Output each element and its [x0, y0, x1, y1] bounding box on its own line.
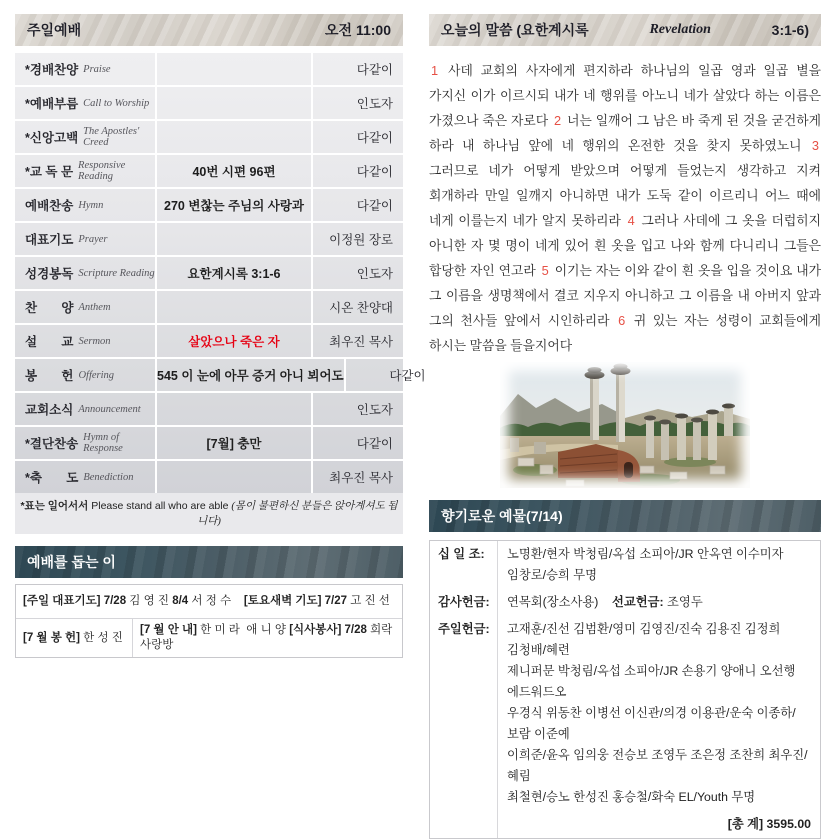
- left-column: [15, 14, 403, 631]
- worship-row: [15, 325, 403, 359]
- ruins-photo-illustration: [500, 362, 750, 488]
- worship-row: [15, 291, 403, 325]
- service-item-english: Anthem: [78, 302, 110, 313]
- helpers-text: 김 영 진: [126, 595, 172, 607]
- service-item-english: Hymn of Response: [83, 432, 155, 454]
- service-item-detail: 270 변찮는 주님의 사랑과: [155, 189, 311, 221]
- offering-category-label: 주일헌금:: [430, 616, 498, 811]
- service-item-leader: 다같이: [311, 155, 403, 187]
- worship-row: [15, 257, 403, 291]
- helpers-text: 서 정 수: [188, 595, 244, 607]
- footnote-english: Please stand all who are able: [88, 500, 231, 512]
- offering-names-line: [507, 619, 811, 661]
- helpers-bold: [식사봉사] 7/28: [289, 624, 367, 636]
- offering-header-bar: [429, 500, 821, 532]
- service-item-english: Prayer: [78, 234, 107, 245]
- offering-names-line: [507, 745, 811, 787]
- helpers-text: 한 미 라 애 니 양: [197, 624, 289, 636]
- worship-row: [15, 121, 403, 155]
- service-item-english: Benediction: [83, 472, 133, 483]
- worship-row: [15, 223, 403, 257]
- service-item-label: [15, 189, 155, 221]
- service-item-leader: 다같이: [311, 189, 403, 221]
- offering-category-label: 감사헌금:: [430, 589, 498, 616]
- offering-text: 노명환/현자 박청림/옥섭 소피아/JR 안옥연 이수미자 임창로/승희 무명: [507, 547, 787, 582]
- service-item-english: The Apostles' Creed: [83, 126, 155, 148]
- service-item-leader: 최우진 목사: [311, 325, 403, 357]
- verse-text: 너는 일깨어 그 남은 바 죽게 된 것을 굳건하게 하라 내 하나님 앞에 네 행위의 온전한 것을 찾지 못하였노니: [429, 113, 821, 153]
- verse-number: 5: [540, 263, 555, 278]
- footnote-paren: (몸이 불편하신 분들은 앉아계셔도 됩니다): [197, 501, 397, 527]
- worship-row: [15, 155, 403, 189]
- service-item-english: Announcement: [78, 404, 140, 415]
- offering-names: [498, 589, 820, 616]
- service-item-leader: 이정원 장로: [311, 223, 403, 255]
- service-item-korean: 예배찬송: [25, 196, 73, 214]
- service-item-korean: 찬 양: [25, 298, 73, 316]
- offering-text: 연목회(장소사용): [507, 595, 612, 609]
- message-title-pre: 오늘의 말씀 (요한계시록: [441, 20, 593, 40]
- worship-row: [15, 189, 403, 223]
- service-item-label: [15, 461, 155, 493]
- service-item-detail: [155, 223, 311, 255]
- service-item-detail: 545 이 눈에 아무 증거 아니 뵈어도: [155, 359, 344, 391]
- service-item-leader: 다같이: [311, 427, 403, 459]
- verse-text: 이기는 자는 이와 같이 흰 옷을 입을 것이요 내가 그 이름을 생명책에서 결코 지우지 아니하고 그 이름을 내 아버지 앞과 그의 천사들 앞에서 시인하리라: [429, 263, 821, 328]
- helpers-bold: 8/4: [172, 595, 188, 607]
- offering-table: [429, 540, 821, 839]
- service-item-leader: 다같이: [311, 121, 403, 153]
- service-item-label: [15, 53, 155, 85]
- offering-text: 이희준/윤옥 임의웅 전승보 조영두 조은정 조찬희 최우진/혜림: [507, 748, 808, 783]
- service-item-label: [15, 223, 155, 255]
- service-item-label: [15, 325, 155, 357]
- service-item-detail: [155, 121, 311, 153]
- service-item-label: [15, 359, 155, 391]
- worship-row: [15, 87, 403, 121]
- service-item-leader: 인도자: [311, 87, 403, 119]
- verse-number: 4: [626, 213, 642, 228]
- verse-text: 사데 교회의 사자에게 편지하라 하나님의 일곱 영과 일곱 별을 가지신 이가 이르시되 내가 네 행위를 아노니 네가 살았다 하는 이름은 가졌으나 죽은 자로다: [429, 63, 821, 128]
- service-item-detail: [155, 53, 311, 85]
- verse-text: 그러므로 네가 어떻게 받았으며 어떻게 들었는지 생각하고 지켜 회개하라 만일 일깨지 아니하면 내가 도둑 같이 이르리니 어느 때에 네게 이를는지 네가 알지 못하리라: [429, 163, 821, 228]
- helpers-text: 희락사랑방: [140, 624, 392, 651]
- helpers-bold: [주일 대표기도] 7/28: [23, 595, 126, 607]
- helpers-title: 예배를 돕는 이: [27, 552, 116, 572]
- service-item-korean: 성경봉독: [25, 264, 73, 282]
- offering-names-line: [507, 787, 811, 808]
- offering-names-line: [507, 592, 811, 613]
- service-item-korean: *교 독 문: [25, 162, 73, 180]
- service-item-label: [15, 291, 155, 323]
- worship-row: [15, 427, 403, 461]
- service-item-english: Praise: [83, 64, 110, 75]
- offering-names: [498, 541, 820, 589]
- service-item-korean: 설 교: [25, 332, 73, 350]
- service-item-detail: [155, 461, 311, 493]
- service-item-leader: 인도자: [311, 393, 403, 425]
- helpers-row: [16, 619, 402, 657]
- offering-bold: 선교헌금:: [612, 595, 664, 609]
- offering-category-label: 십 일 조:: [430, 541, 498, 589]
- offering-text: 고재훈/진선 김범환/영미 김영진/진숙 김용진 김정희 김청배/혜련: [507, 622, 784, 657]
- service-item-english: Call to Worship: [83, 98, 149, 109]
- verse-number: 2: [552, 113, 567, 128]
- helpers-cell: [16, 619, 133, 657]
- service-item-detail: [155, 87, 311, 119]
- service-item-english: Offering: [78, 370, 114, 381]
- offering-total-label-spacer: [430, 811, 498, 838]
- helpers-bold: [7 월 봉 헌]: [23, 632, 80, 644]
- offering-text: 우경식 위동찬 이병선 이신관/의경 이용관/운숙 이종하/보람 이준예: [507, 706, 796, 741]
- worship-row: [15, 393, 403, 427]
- helpers-text: 고 진 선: [347, 595, 390, 607]
- verse-text: 귀 있는 자는 성령이 교회들에게 하시는 말씀을 들을지어다: [429, 313, 821, 353]
- helpers-row: [16, 585, 402, 619]
- helpers-cell: [16, 585, 402, 618]
- service-item-english: Scripture Reading: [78, 268, 154, 279]
- service-item-korean: 봉 헌: [25, 366, 73, 384]
- offering-text: 조영두: [664, 595, 703, 609]
- service-item-detail: [155, 393, 311, 425]
- verse-number: 3: [810, 138, 821, 153]
- service-item-detail: [7월] 충만: [155, 427, 311, 459]
- worship-row: [15, 359, 403, 393]
- worship-time: 오전 11:00: [325, 20, 391, 40]
- verse-number: 6: [616, 313, 634, 328]
- helpers-cell-content: [23, 594, 390, 609]
- service-item-korean: *예배부름: [25, 94, 78, 112]
- service-item-korean: *축 도: [25, 468, 78, 486]
- helpers-cell-content: [23, 631, 123, 646]
- service-item-korean: 대표기도: [25, 230, 73, 248]
- worship-row: [15, 53, 403, 87]
- offering-total: [총 계] 3595.00: [498, 811, 820, 838]
- service-item-detail: [155, 291, 311, 323]
- service-item-english: Responsive Reading: [78, 160, 155, 182]
- service-item-label: [15, 121, 155, 153]
- service-item-english: Sermon: [78, 336, 110, 347]
- worship-header-bar: [15, 14, 403, 46]
- message-title-revelation: Revelation: [649, 22, 710, 38]
- helpers-header-bar: [15, 546, 403, 578]
- service-item-label: [15, 87, 155, 119]
- helpers-cell-content: [140, 623, 395, 653]
- service-item-korean: *신앙고백: [25, 128, 78, 146]
- service-item-korean: *경배찬양: [25, 60, 78, 78]
- verse-text: 그러나 사데에 그 옷을 더럽히지 아니한 자 몇 명이 네게 있어 흰 옷을 입고 나와 함께 다니리니 그들은 합당한 자인 연고라: [429, 213, 821, 278]
- message-header-bar: [429, 14, 821, 46]
- worship-row: [15, 461, 403, 493]
- helpers-table: [15, 584, 403, 658]
- helpers-bold: [7 월 안 내]: [140, 624, 197, 636]
- helpers-text: 한 성 진: [80, 632, 123, 644]
- scripture-text: [429, 58, 821, 358]
- service-item-leader: 다같이: [344, 359, 436, 391]
- service-item-label: [15, 393, 155, 425]
- service-item-korean: 교회소식: [25, 400, 73, 418]
- service-item-leader: 최우진 목사: [311, 461, 403, 493]
- message-title-post: 3:1-6): [768, 22, 809, 38]
- ruins-photo: [500, 362, 750, 488]
- service-item-leader: 다같이: [311, 53, 403, 85]
- service-item-english: Hymn: [78, 200, 103, 211]
- service-item-label: [15, 155, 155, 187]
- service-item-korean: *결단찬송: [25, 434, 78, 452]
- offering-names-line: [507, 703, 811, 745]
- offering-names-line: [507, 661, 811, 703]
- service-item-label: [15, 427, 155, 459]
- helpers-cell: [133, 619, 402, 657]
- helpers-bold: [토요새벽 기도] 7/27: [244, 595, 347, 607]
- offering-text: 제니퍼문 박청림/옥섭 소피아/JR 손용기 양애니 오선행 에드워드오: [507, 664, 799, 699]
- service-item-detail: 요한계시록 3:1-6: [155, 257, 311, 289]
- service-item-leader: 시온 찬양대: [311, 291, 403, 323]
- verse-number: 1: [429, 63, 448, 78]
- service-item-detail: 살았으나 죽은 자: [155, 325, 311, 357]
- offering-text: 최철현/승노 한성진 홍승철/화숙 EL/Youth 무명: [507, 790, 755, 804]
- right-column: [429, 14, 821, 631]
- offering-names-line: [507, 544, 811, 586]
- stand-footnote: [15, 493, 403, 534]
- service-item-detail: 40번 시편 96편: [155, 155, 311, 187]
- worship-order-table: [15, 53, 403, 493]
- service-item-label: [15, 257, 155, 289]
- offering-title: 향기로운 예물(7/14): [441, 506, 563, 526]
- worship-title: 주일예배: [27, 20, 81, 40]
- service-item-leader: 인도자: [311, 257, 403, 289]
- offering-names: [498, 616, 820, 811]
- footnote-korean-bold: *표는 일어서서: [20, 500, 88, 512]
